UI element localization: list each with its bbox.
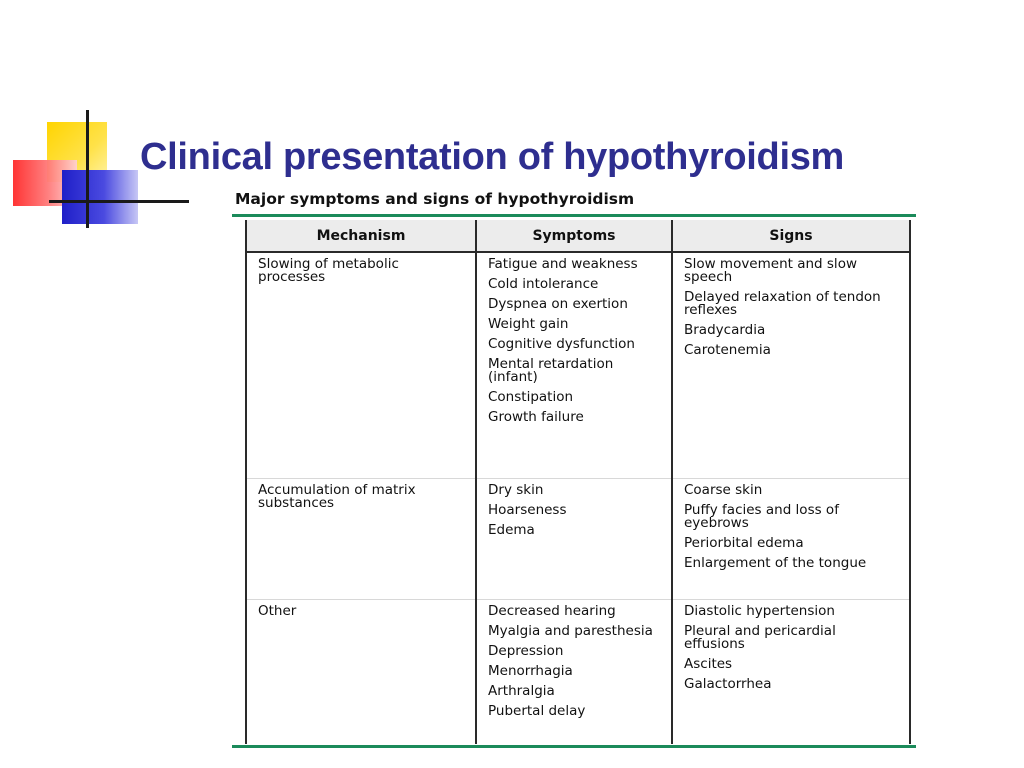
table-header-row (246, 220, 910, 252)
symptom-item: Cognitive dysfunction (488, 336, 635, 352)
sign-item: Slow movement and slow speech (684, 256, 857, 285)
mechanism-cell (246, 252, 476, 479)
sign-item: Enlargement of the tongue (684, 555, 867, 571)
sign-item: Coarse skin (684, 482, 763, 498)
signs-cell (672, 600, 910, 745)
symptom-item: Arthralgia (488, 683, 555, 699)
sign-item: Delayed relaxation of tendon reflexes (684, 289, 881, 318)
mechanism-text: Slowing of metabolic processes (258, 256, 399, 285)
logo-horizontal-line (49, 200, 189, 203)
symptom-item: Constipation (488, 389, 574, 405)
mechanism-cell (246, 600, 476, 745)
sign-item: Bradycardia (684, 322, 766, 338)
table-top-rule (232, 214, 916, 217)
symptom-item: Growth failure (488, 409, 584, 425)
symptom-item: Weight gain (488, 316, 569, 332)
table-row (246, 479, 910, 600)
sign-item: Carotenemia (684, 342, 771, 358)
sign-item: Periorbital edema (684, 535, 804, 551)
signs-cell (672, 479, 910, 600)
signs-cell (672, 252, 910, 479)
symptom-item: Decreased hearing (488, 603, 616, 619)
decorative-squares-logo (0, 0, 200, 240)
logo-vertical-line (86, 110, 89, 228)
symptoms-cell (476, 479, 672, 600)
mechanism-text: Accumulation of matrix substances (258, 482, 416, 511)
sign-item: Galactorrhea (684, 676, 772, 692)
header-symptoms: Symptoms (476, 220, 672, 252)
sign-item: Pleural and pericardial effusions (684, 623, 836, 652)
symptom-item: Dyspnea on exertion (488, 296, 628, 312)
table-caption: Major symptoms and signs of hypothyroidism (235, 190, 635, 208)
symptoms-cell (476, 252, 672, 479)
symptom-item: Pubertal delay (488, 703, 586, 719)
table-row (246, 600, 910, 745)
table-bottom-rule (232, 745, 916, 748)
symptom-item: Dry skin (488, 482, 544, 498)
blue-square (62, 170, 138, 224)
header-signs: Signs (672, 220, 910, 252)
symptoms-cell (476, 600, 672, 745)
symptom-item: Depression (488, 643, 564, 659)
symptom-item: Menorrhagia (488, 663, 573, 679)
symptom-item: Hoarseness (488, 502, 567, 518)
sign-item: Ascites (684, 656, 733, 672)
symptom-item: Fatigue and weakness (488, 256, 638, 272)
slide-title: Clinical presentation of hypothyroidism (140, 136, 845, 178)
symptom-item: Edema (488, 522, 535, 538)
header-mechanism: Mechanism (246, 220, 476, 252)
mechanism-cell (246, 479, 476, 600)
symptoms-table (245, 220, 911, 744)
symptom-item: Cold intolerance (488, 276, 599, 292)
table-row (246, 252, 910, 479)
symptom-item: Mental retardation (infant) (488, 356, 614, 385)
mechanism-text: Other (258, 603, 297, 619)
symptom-item: Myalgia and paresthesia (488, 623, 653, 639)
sign-item: Diastolic hypertension (684, 603, 835, 619)
sign-item: Puffy facies and loss of eyebrows (684, 502, 839, 531)
